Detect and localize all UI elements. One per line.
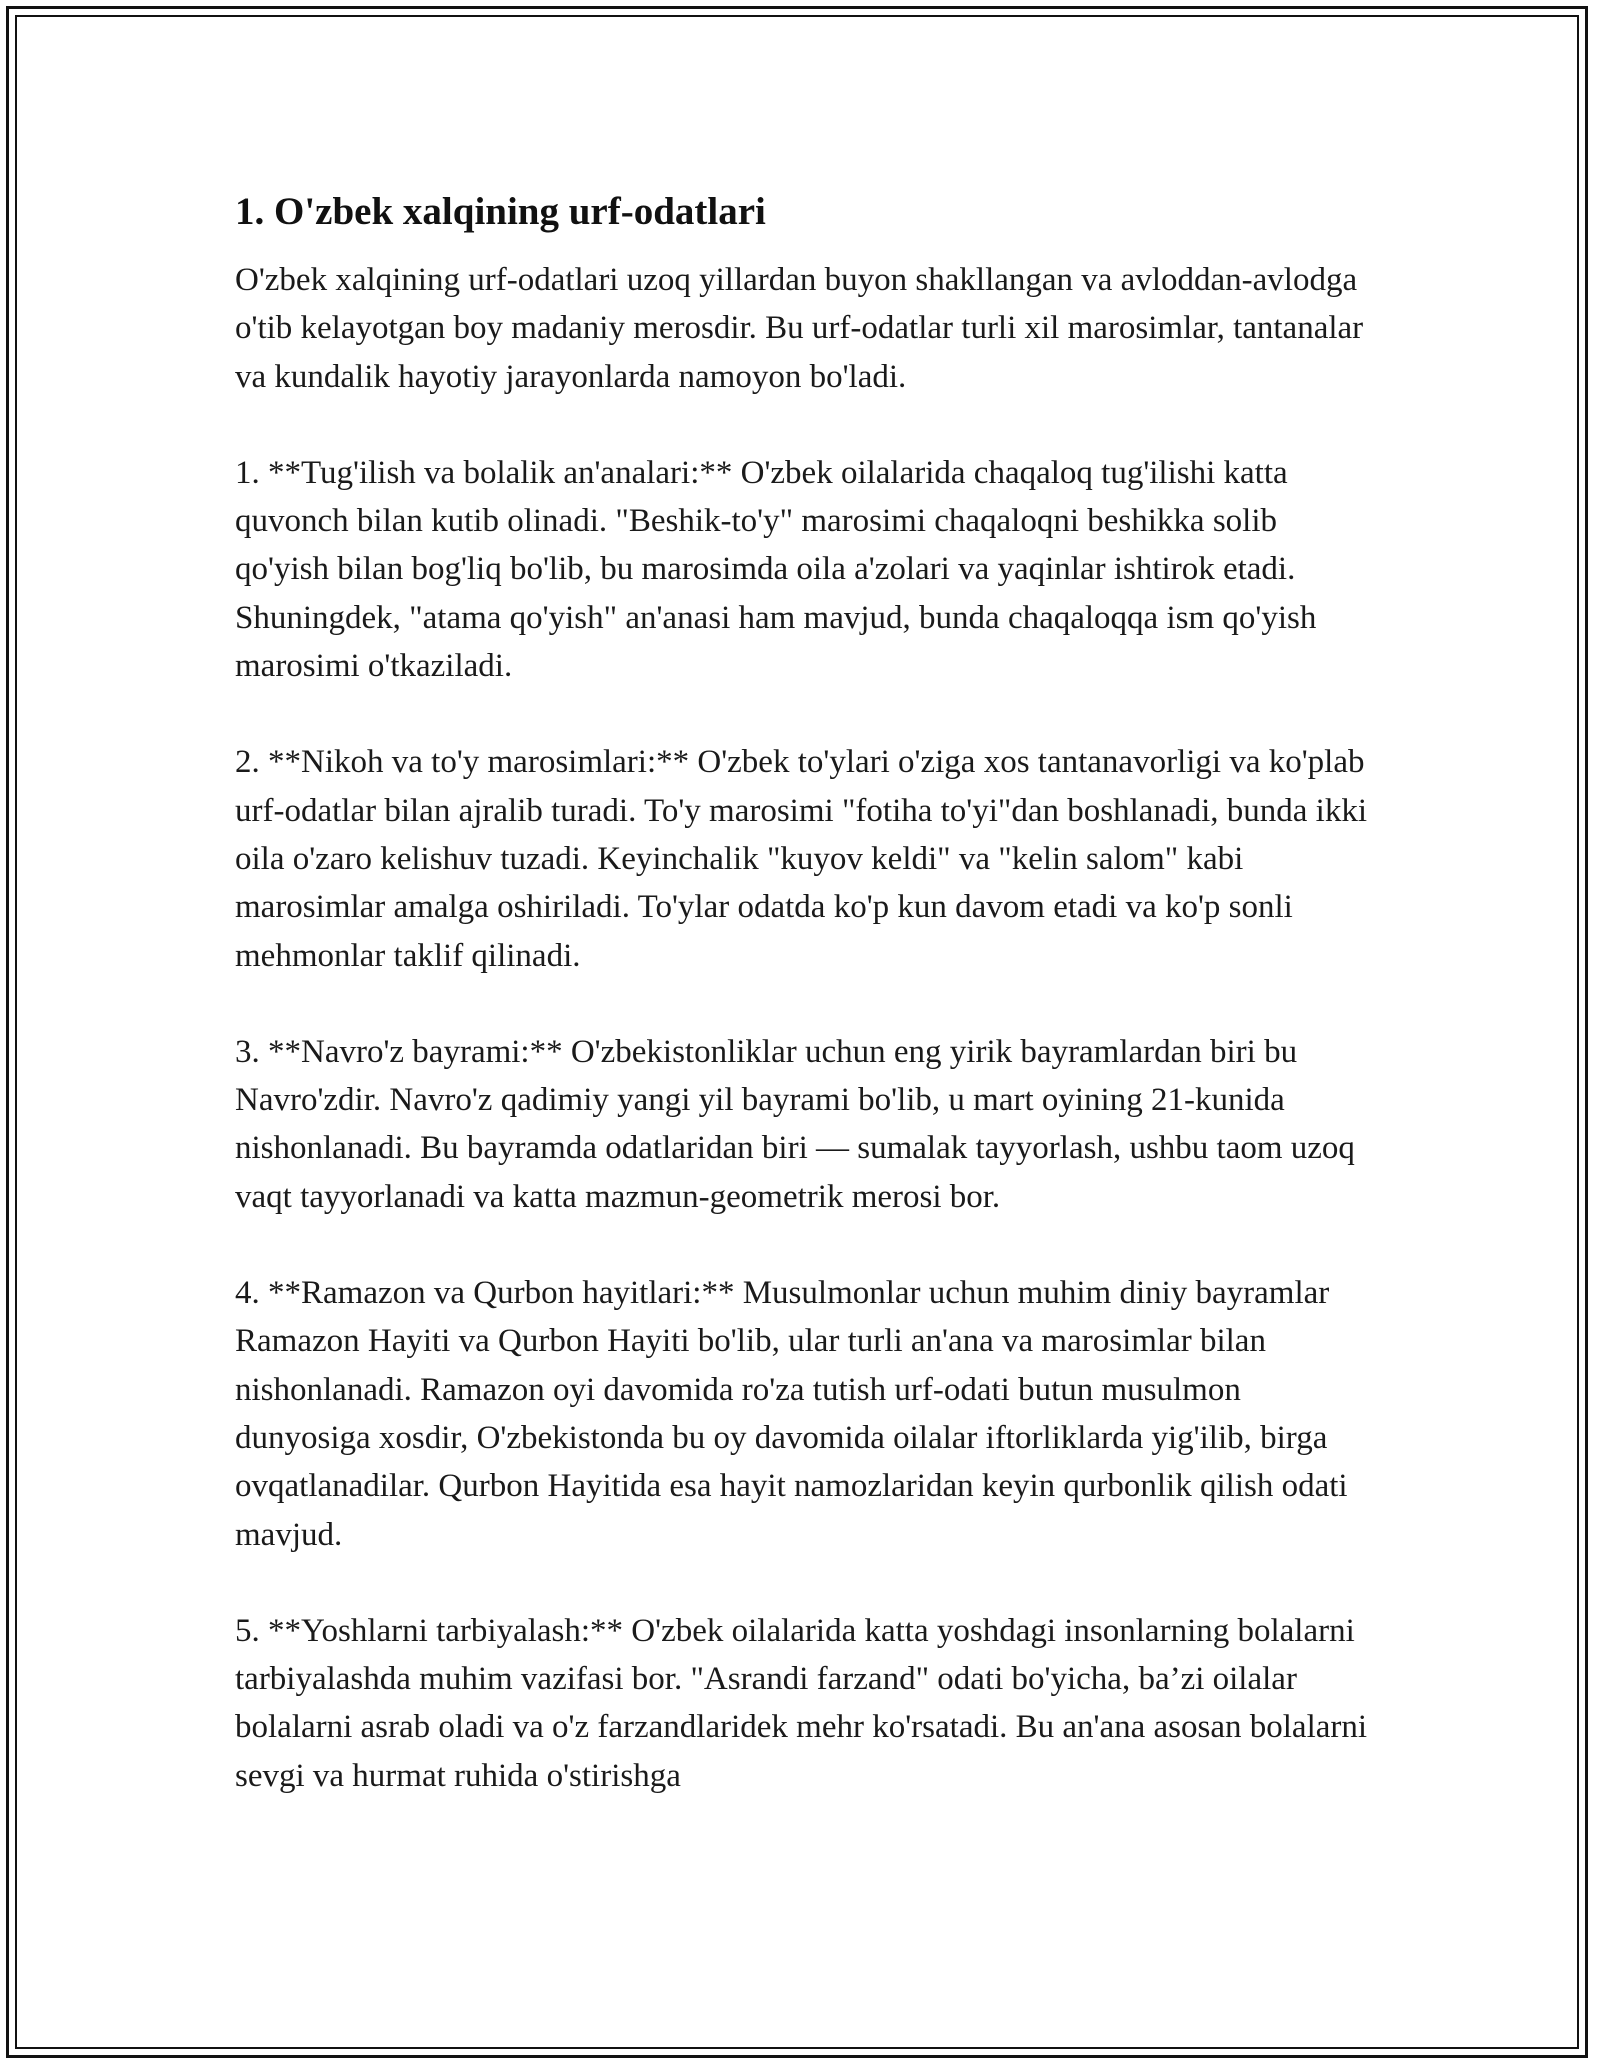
list-item-birth-traditions: 1. **Tug'ilish va bolalik an'analari:** O'zbek oilalarida chaqaloq tug'ilishi katta quvonch bilan kutib olinadi. "Beshik-to'y" marosimi chaqaloqni beshikka solib qo'yish bilan bog'liq bo'lib, bu marosimda oila a'zolari va yaqinlar ishtirok etadi. Shuningdek, "atama qo'yish" an'anasi ham mavjud, bunda chaqaloqqa ism qo'yish marosimi o'tkaziladi. — [235, 454, 1317, 685]
section-heading: 1. O'zbek xalqining urf-odatlari — [235, 190, 766, 233]
intro-paragraph: O'zbek xalqining urf-odatlari uzoq yillardan buyon shakllangan va avloddan-avlodga o'tib kelayotgan boy madaniy merosdir. Bu urf-odatlar turli xil marosimlar, tantanalar va kundalik hayotiy jarayonlarda namoyon bo'ladi. — [235, 262, 1364, 395]
list-item-religious-holidays: 4. **Ramazon va Qurbon hayitlari:** Musulmonlar uchun muhim diniy bayramlar Ramazon Hayiti va Qurbon Hayiti bo'lib, ular turli an'ana va marosimlar bilan nishonlanadi. Ramazon oyi davomida ro'za tutish urf-odati butun musulmon dunyosiga xosdir, O'zbekistonda bu oy davomida oilalar iftorliklarda yig'ilib, birga ovqatlanadilar. Qurbon Hayitida esa hayit namozlaridan keyin qurbonlik qilish odati mavjud. — [235, 1275, 1348, 1553]
document-body — [235, 188, 1375, 1848]
list-item-wedding-ceremonies: 2. **Nikoh va to'y marosimlari:** O'zbek to'ylari o'ziga xos tantanavorligi va ko'plab urf-odatlar bilan ajralib turadi. To'y marosimi "fotiha to'yi"dan boshlanadi, bunda ikki oila o'zaro kelishuv tuzadi. Keyinchalik "kuyov keldi" va "kelin salom" kabi marosimlar amalga oshiriladi. To'ylar odatda ko'p kun davom etadi va ko'p sonli mehmonlar taklif qilinadi. — [235, 744, 1367, 974]
list-item-navruz: 3. **Navro'z bayrami:** O'zbekistonliklar uchun eng yirik bayramlardan biri bu Navro'zdir. Navro'z qadimiy yangi yil bayrami bo'lib, u mart oyining 21-kunida nishonlanadi. Bu bayramda odatlaridan biri — sumalak tayyorlash, ushbu taom uzoq vaqt tayyorlanadi va katta mazmun-geometrik merosi bor. — [235, 1033, 1355, 1215]
list-item-youth-upbringing: 5. **Yoshlarni tarbiyalash:** O'zbek oilalarida katta yoshdagi insonlarning bolalarni tarbiyalashda muhim vazifasi bor. "Asrandi farzand" odati bo'yicha, ba’zi oilalar bolalarni asrab oladi va o'z farzandlaridek mehr ko'rsatadi. Bu an'ana asosan bolalarni sevgi va hurmat ruhida o'stirishga — [235, 1612, 1368, 1794]
